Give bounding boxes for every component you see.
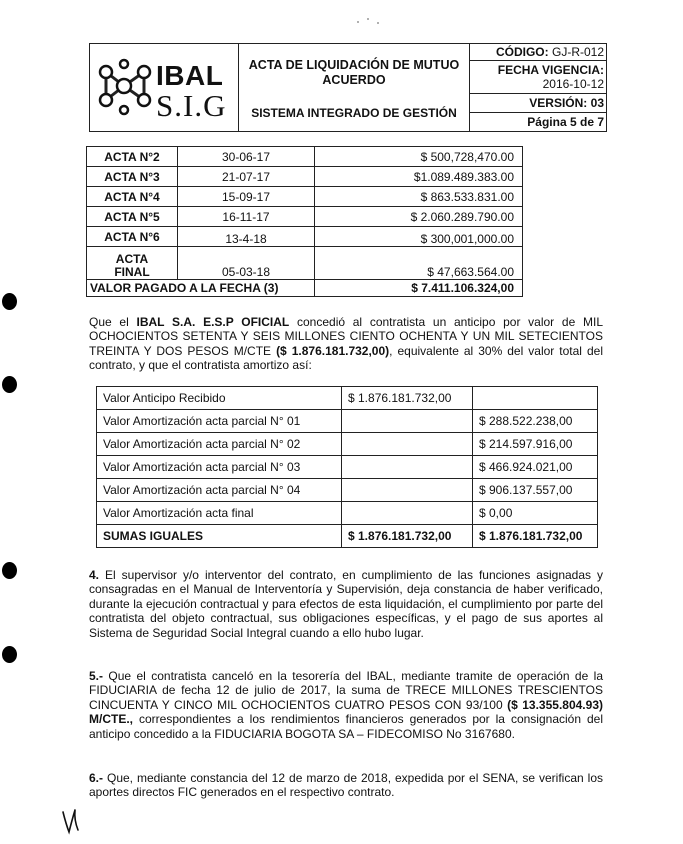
acta-value: $ 47,663.564.00 <box>315 247 523 280</box>
document-title: ACTA DE LIQUIDACIÓN DE MUTUO ACUERDO <box>248 58 460 87</box>
acta-label: ACTA N°6 <box>87 227 178 247</box>
acta-date: 30-06-17 <box>178 147 315 167</box>
binder-hole-mark <box>2 646 17 663</box>
amortized-cell: $ 288.522.238,00 <box>473 410 598 433</box>
text-run: correspondientes a los rendimientos financieros generados por la consignación del anticipo concedido a la FIDUCIARIA BOGOTA SA – FIDECOMISO No 3167680. <box>89 712 603 741</box>
actas-table <box>86 146 523 297</box>
bold-run: ($ 13.355.804.93) M/CTE., <box>89 697 603 727</box>
table-total-row <box>87 280 523 297</box>
concept-cell: Valor Amortización acta parcial N° 01 <box>97 410 342 433</box>
bold-run: ($ 1.876.181.732,00) <box>276 343 390 358</box>
received-cell <box>342 479 473 502</box>
binder-hole-mark <box>2 562 17 579</box>
paragraph-6 <box>89 771 603 800</box>
acta-value: $ 500,728,470.00 <box>315 147 523 167</box>
acta-label: ACTA N°3 <box>87 167 178 187</box>
acta-label: ACTA N°5 <box>87 207 178 227</box>
table-row <box>87 167 523 187</box>
text-run: concedió al contratista un anticipo por valor de MIL OCHOCIENTOS SETENTA Y SEIS MILLONES CIENTO OCHENTA Y UN MIL SETECIENTOS TREINTA Y DOS PESOS M/CTE <box>89 315 603 358</box>
acta-value: $ 2.060.289.790.00 <box>315 207 523 227</box>
acta-label-line2: FINAL <box>114 265 150 279</box>
amortized-cell: $ 1.876.181.732,00 <box>473 525 598 548</box>
amortized-cell: $ 214.597.916,00 <box>473 433 598 456</box>
table-row <box>97 456 598 479</box>
received-cell: $ 1.876.181.732,00 <box>342 525 473 548</box>
acta-date: 13-4-18 <box>178 227 315 247</box>
handwritten-initial <box>60 806 84 836</box>
amortization-table <box>96 386 598 548</box>
document-subtitle: SISTEMA INTEGRADO DE GESTIÓN <box>251 106 457 120</box>
acta-value: $1.089.489.383.00 <box>315 167 523 187</box>
table-row <box>87 227 523 247</box>
acta-date: 05-03-18 <box>178 247 315 280</box>
acta-date: 16-11-17 <box>178 207 315 227</box>
binder-hole-mark <box>2 293 17 310</box>
bold-run: IBAL S.A. E.S.P OFICIAL <box>136 315 290 329</box>
paragraph-anticipo <box>89 315 603 373</box>
table-row <box>97 410 598 433</box>
acta-label <box>87 247 178 280</box>
table-row <box>97 433 598 456</box>
paragraph-number: 4. <box>89 568 100 582</box>
text-run: , equivalente al 30% del valor total del contrato, y que el contratista amortizo así: <box>89 343 603 373</box>
paragraph-5 <box>89 669 603 741</box>
text-run: El supervisor y/o interventor del contrato, en cumplimiento de las funciones asignadas y consagradas en el Manual de Interventoría y Supervisión, deja constancia de haber verificado, durante la ejecución contractual y para efectos de esta liquidación, el cumplimiento por parte del contratista del objeto contractual, sus obligaciones específicas, y el pago de sus aportes al Sistema de Seguridad Social Integral cuando a ello hubo lugar. <box>89 568 603 640</box>
paragraph-number: 5.- <box>89 669 104 683</box>
logo-subtext: S.I.G <box>156 88 227 123</box>
concept-cell: Valor Amortización acta parcial N° 02 <box>97 433 342 456</box>
acta-label-line1: ACTA <box>115 252 149 266</box>
received-cell <box>342 433 473 456</box>
received-cell <box>342 456 473 479</box>
text-run: Que el <box>89 315 137 329</box>
validity-label: FECHA VIGENCIA: <box>497 63 604 77</box>
concept-cell: Valor Amortización acta final <box>97 502 342 525</box>
received-cell <box>342 410 473 433</box>
header-title-cell <box>239 44 470 132</box>
total-label: VALOR PAGADO A LA FECHA (3) <box>87 280 315 297</box>
amortized-cell: $ 466.924.021,00 <box>473 456 598 479</box>
version-cell: VERSIÓN: 03 <box>470 94 607 113</box>
table-row <box>87 187 523 207</box>
ibal-logo <box>90 44 239 132</box>
code-cell <box>470 44 607 61</box>
table-row <box>87 247 523 280</box>
paragraph-4 <box>89 568 603 640</box>
received-cell: $ 1.876.181.732,00 <box>342 387 473 410</box>
received-cell <box>342 502 473 525</box>
validity-cell <box>470 61 607 94</box>
concept-cell: SUMAS IGUALES <box>97 525 342 548</box>
acta-label: ACTA N°4 <box>87 187 178 207</box>
concept-cell: Valor Amortización acta parcial N° 03 <box>97 456 342 479</box>
amortized-cell <box>473 387 598 410</box>
acta-value: $ 300,001,000.00 <box>315 227 523 247</box>
code-label: CÓDIGO: <box>495 45 549 59</box>
concept-cell: Valor Anticipo Recibido <box>97 387 342 410</box>
validity-value: 2016-10-12 <box>542 77 604 91</box>
paragraph-number: 6.- <box>89 771 104 785</box>
text-run: Que el contratista canceló en la tesorería del IBAL, mediante tramite de operación de la FIDUCIARIA de fecha 12 de julio de 2017, la suma de TRECE MILLONES TRESCIENTOS CINCUENTA Y CINCO MIL OCHOCIENTOS CUATRO PESOS CON 93/100 <box>89 669 603 712</box>
total-value: $ 7.411.106.324,00 <box>315 280 523 297</box>
acta-label: ACTA N°2 <box>87 147 178 167</box>
acta-date: 21-07-17 <box>178 167 315 187</box>
document-header <box>89 43 607 132</box>
molecule-logo-icon <box>94 52 156 122</box>
amortized-cell: $ 906.137.557,00 <box>473 479 598 502</box>
concept-cell: Valor Amortización acta parcial N° 04 <box>97 479 342 502</box>
scan-speck <box>355 18 385 24</box>
binder-hole-mark <box>2 376 17 393</box>
table-row <box>87 147 523 167</box>
logo-text: IBAL <box>156 60 224 91</box>
acta-date: 15-09-17 <box>178 187 315 207</box>
table-row <box>87 207 523 227</box>
table-row <box>97 387 598 410</box>
text-run: Que, mediante constancia del 12 de marzo de 2018, expedida por el SENA, se verifican los aportes directos FIC generados en el respectivo contrato. <box>89 771 603 800</box>
table-total-row <box>97 525 598 548</box>
code-value: GJ-R-012 <box>551 45 604 59</box>
table-row <box>97 502 598 525</box>
amortized-cell: $ 0,00 <box>473 502 598 525</box>
acta-value: $ 863.533.831.00 <box>315 187 523 207</box>
page-number: Página 5 de 7 <box>470 113 607 132</box>
table-row <box>97 479 598 502</box>
